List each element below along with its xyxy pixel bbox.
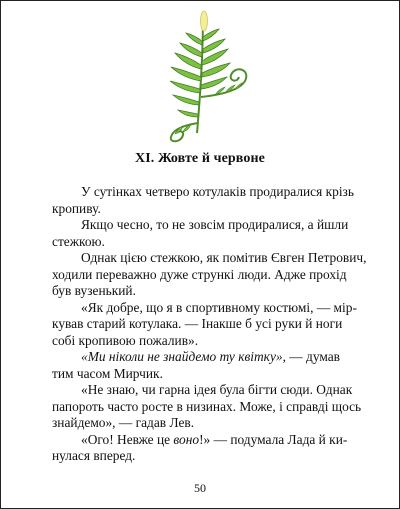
paragraph xyxy=(52,184,358,217)
text-line: стежкою. xyxy=(52,233,105,249)
text-line: Однак цією стежкою, як помітив Євген Петрович, xyxy=(81,250,367,265)
paragraph xyxy=(52,250,367,300)
text-line: «Як добре, що я в спортивному костюмі, — мір- xyxy=(81,299,357,315)
text-line: кропиву. xyxy=(52,200,101,216)
text-line: У сутінках четверо котулаків продиралися крізь xyxy=(81,184,354,199)
italic-text: «Ми ніколи не знайдемо ту квітку» xyxy=(81,349,283,364)
text-line: тим часом Мирчик. xyxy=(52,365,163,381)
text-line: «Не знаю, чи гарна ідея була бігти сюди. Однак xyxy=(81,382,353,397)
chapter-text xyxy=(52,184,367,465)
paragraph xyxy=(52,217,358,250)
paragraph xyxy=(52,432,358,465)
text-line: нулася вперед. xyxy=(52,448,136,463)
paragraph xyxy=(52,382,362,432)
text-line: був вузенький. xyxy=(52,283,136,298)
page-number: 50 xyxy=(194,481,206,495)
text-line: папороть часто росте в низинах. Може, і справді щось xyxy=(52,398,362,414)
paragraph xyxy=(52,349,358,382)
text-line: ходили переважно дуже стрункі люди. Адже прохід xyxy=(52,266,347,282)
text-line: «Ого! Невже це воно!» — подумала Лада й ки- xyxy=(81,431,348,447)
paragraph xyxy=(52,300,358,350)
text-line: знайдемо», — гадав Лев. xyxy=(52,415,195,430)
text-line: собі кропивою пожалив». xyxy=(52,332,199,348)
text-line: Якщо чесно, то не зовсім продиралися, а йшли xyxy=(81,217,349,232)
chapter-title: XI. Жовте й червоне xyxy=(135,151,265,166)
text-line: «Ми ніколи не знайдемо ту квітку», — думав xyxy=(81,349,340,364)
text-line: кував старий котулака. — Інакше б усі руки й ноги xyxy=(52,316,343,331)
italic-text: воно xyxy=(173,431,200,447)
fern-icon xyxy=(159,7,259,143)
